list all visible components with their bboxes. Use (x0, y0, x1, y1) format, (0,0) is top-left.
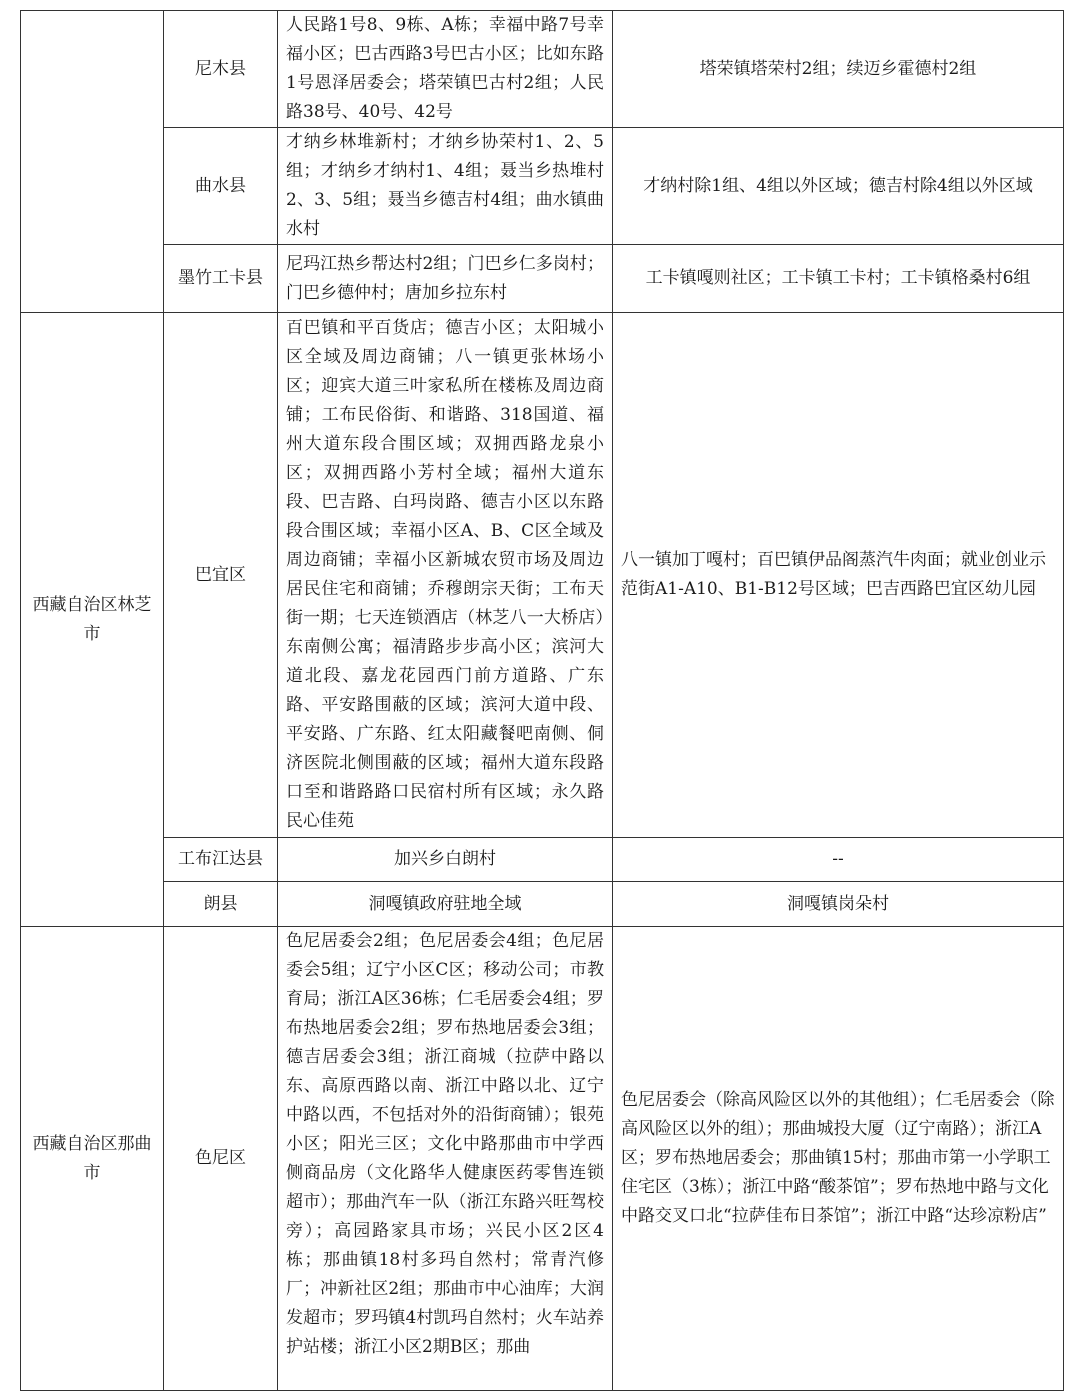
table-row (21, 927, 1064, 1391)
high-risk-area-cell: 尼玛江热乡帮达村2组；门巴乡仁多岗村；门巴乡德仲村；唐加乡拉东村 (278, 245, 613, 313)
table-row (21, 11, 1064, 128)
county-cell: 朗县 (164, 882, 278, 927)
county-cell: 色尼区 (164, 927, 278, 1391)
city-cell (21, 11, 164, 313)
city-cell: 西藏自治区那曲市 (21, 927, 164, 1391)
high-risk-area-cell: 加兴乡白朗村 (278, 838, 613, 882)
table-row (21, 882, 1064, 927)
risk-area-table (20, 10, 1064, 1391)
high-risk-area-cell: 百巴镇和平百货店；德吉小区；太阳城小区全域及周边商铺；八一镇更张林场小区；迎宾大道三叶家私所在楼栋及周边商铺；工布民俗街、和谐路、318国道、福州大道东段合围区域；双拥西路龙泉小区；双拥西路小芳村全域；福州大道东段、巴吉路、白玛岗路、德吉小区以东路段合围区域；幸福小区A、B、C区全域及周边商铺；幸福小区新城农贸市场及周边居民住宅和商铺；乔穆朗宗天街；工布天街一期；七天连锁酒店（林芝八一大桥店）东南侧公寓；福清路步步高小区；滨河大道北段、嘉龙花园西门前方道路、广东路、平安路围蔽的区域；滨河大道中段、平安路、广东路、红太阳藏餐吧南侧、侗济医院北侧围蔽的区域；福州大道东段路口至和谐路路口民宿村所有区域；永久路民心佳苑 (278, 313, 613, 838)
high-risk-area-cell: 洞嘎镇政府驻地全域 (278, 882, 613, 927)
medium-risk-area-cell: 塔荣镇塔荣村2组；续迈乡霍德村2组 (613, 11, 1064, 128)
medium-risk-area-cell: 工卡镇嘎则社区；工卡镇工卡村；工卡镇格桑村6组 (613, 245, 1064, 313)
city-cell: 西藏自治区林芝市 (21, 313, 164, 927)
high-risk-area-cell: 才纳乡林堆新村；才纳乡协荣村1、2、5组；才纳乡才纳村1、4组；聂当乡热堆村2、3、5组；聂当乡德吉村4组；曲水镇曲水村 (278, 128, 613, 245)
table-row (21, 245, 1064, 313)
county-cell: 墨竹工卡县 (164, 245, 278, 313)
county-cell: 尼木县 (164, 11, 278, 128)
medium-risk-area-cell: 才纳村除1组、4组以外区域；德吉村除4组以外区域 (613, 128, 1064, 245)
high-risk-area-cell: 人民路1号8、9栋、A栋；幸福中路7号幸福小区；巴古西路3号巴古小区；比如东路1号恩泽居委会；塔荣镇巴古村2组；人民路38号、40号、42号 (278, 11, 613, 128)
county-cell: 曲水县 (164, 128, 278, 245)
medium-risk-area-cell: 八一镇加丁嘎村；百巴镇伊品阁蒸汽牛肉面；就业创业示范街A1-A10、B1-B12号区域；巴吉西路巴宜区幼儿园 (613, 313, 1064, 838)
medium-risk-area-cell: 洞嘎镇岗朵村 (613, 882, 1064, 927)
medium-risk-area-cell: -- (613, 838, 1064, 882)
county-cell: 巴宜区 (164, 313, 278, 838)
table-row (21, 838, 1064, 882)
high-risk-area-cell: 色尼居委会2组；色尼居委会4组；色尼居委会5组；辽宁小区C区；移动公司；市教育局；浙江A区36栋；仁毛居委会4组；罗布热地居委会2组；罗布热地居委会3组；德吉居委会3组；浙江商城（拉萨中路以东、高原西路以南、浙江中路以北、辽宁中路以西，不包括对外的沿街商铺）；银苑小区；阳光三区；文化中路那曲市中学西侧商品房（文化路华人健康医药零售连锁超市）；那曲汽车一队（浙江东路兴旺驾校旁）；高园路家具市场；兴民小区2区4栋；那曲镇18村多玛自然村；常青汽修厂；冲新社区2组；那曲市中心油库；大润发超市；罗玛镇4村凯玛自然村；火车站养护站楼；浙江小区2期B区；那曲 (278, 927, 613, 1391)
table-row (21, 313, 1064, 838)
table-row (21, 128, 1064, 245)
county-cell: 工布江达县 (164, 838, 278, 882)
medium-risk-area-cell: 色尼居委会（除高风险区以外的其他组）；仁毛居委会（除高风险区以外的组）；那曲城投大厦（辽宁南路）；浙江A区；罗布热地居委会；那曲镇15村；那曲市第一小学职工住宅区（3栋）；浙江中路“酸茶馆”；罗布热地中路与文化中路交叉口北“拉萨佳布日茶馆”；浙江中路“达珍凉粉店” (613, 927, 1064, 1391)
